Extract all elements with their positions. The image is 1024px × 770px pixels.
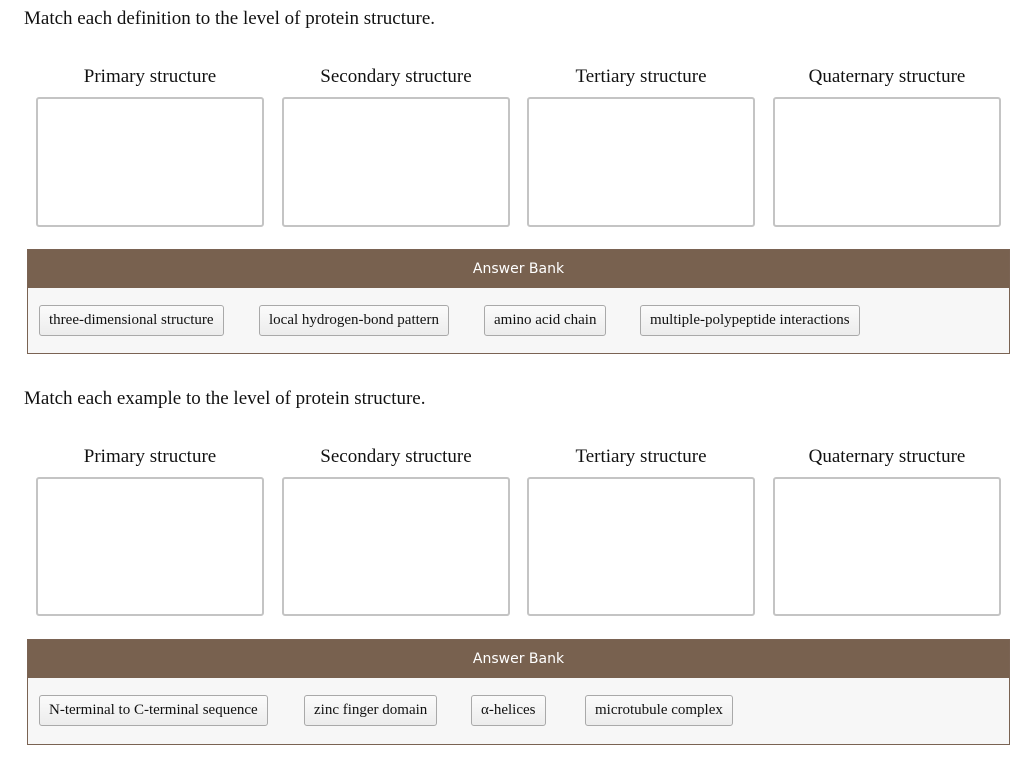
answer-chip[interactable]: three-dimensional structure: [39, 305, 224, 336]
answer-bank: [27, 639, 1010, 745]
target-heading: Quaternary structure: [808, 66, 966, 87]
drop-zone-primary[interactable]: [36, 477, 264, 616]
answer-bank-items: [28, 288, 1009, 354]
target-heading: Secondary structure: [320, 446, 472, 467]
target-secondary: [282, 446, 510, 468]
drop-zone-primary[interactable]: [36, 97, 264, 227]
answer-bank-items: [28, 678, 1009, 744]
answer-chip[interactable]: local hydrogen-bond pattern: [259, 305, 449, 336]
drop-zone-tertiary[interactable]: [527, 97, 755, 227]
drop-zone-quaternary[interactable]: [773, 97, 1001, 227]
answer-bank-header: Answer Bank: [28, 640, 1009, 678]
drop-zone-secondary[interactable]: [282, 477, 510, 616]
target-tertiary: [527, 446, 755, 468]
target-quaternary: [773, 446, 1001, 468]
target-heading: Tertiary structure: [575, 66, 707, 87]
target-heading: Quaternary structure: [808, 446, 966, 467]
target-primary: [36, 446, 264, 468]
target-heading: Primary structure: [83, 66, 217, 87]
question-prompt: Match each example to the level of protein structure.: [24, 388, 426, 409]
target-columns: [36, 446, 1000, 606]
drop-zone-secondary[interactable]: [282, 97, 510, 227]
drop-zone-quaternary[interactable]: [773, 477, 1001, 616]
drop-zone-tertiary[interactable]: [527, 477, 755, 616]
target-heading: Tertiary structure: [575, 446, 707, 467]
answer-chip[interactable]: amino acid chain: [484, 305, 606, 336]
target-quaternary: [773, 66, 1001, 88]
target-secondary: [282, 66, 510, 88]
target-heading: Secondary structure: [320, 66, 472, 87]
answer-chip[interactable]: multiple-polypeptide interactions: [640, 305, 860, 336]
answer-chip[interactable]: zinc finger domain: [304, 695, 437, 726]
answer-chip[interactable]: microtubule complex: [585, 695, 733, 726]
target-columns: [36, 66, 1000, 226]
answer-bank: [27, 249, 1010, 354]
answer-chip[interactable]: N-terminal to C-terminal sequence: [39, 695, 268, 726]
answer-chip[interactable]: α-helices: [471, 695, 546, 726]
answer-bank-header: Answer Bank: [28, 250, 1009, 288]
target-primary: [36, 66, 264, 88]
target-heading: Primary structure: [83, 446, 217, 467]
target-tertiary: [527, 66, 755, 88]
question-prompt: Match each definition to the level of protein structure.: [24, 8, 435, 29]
